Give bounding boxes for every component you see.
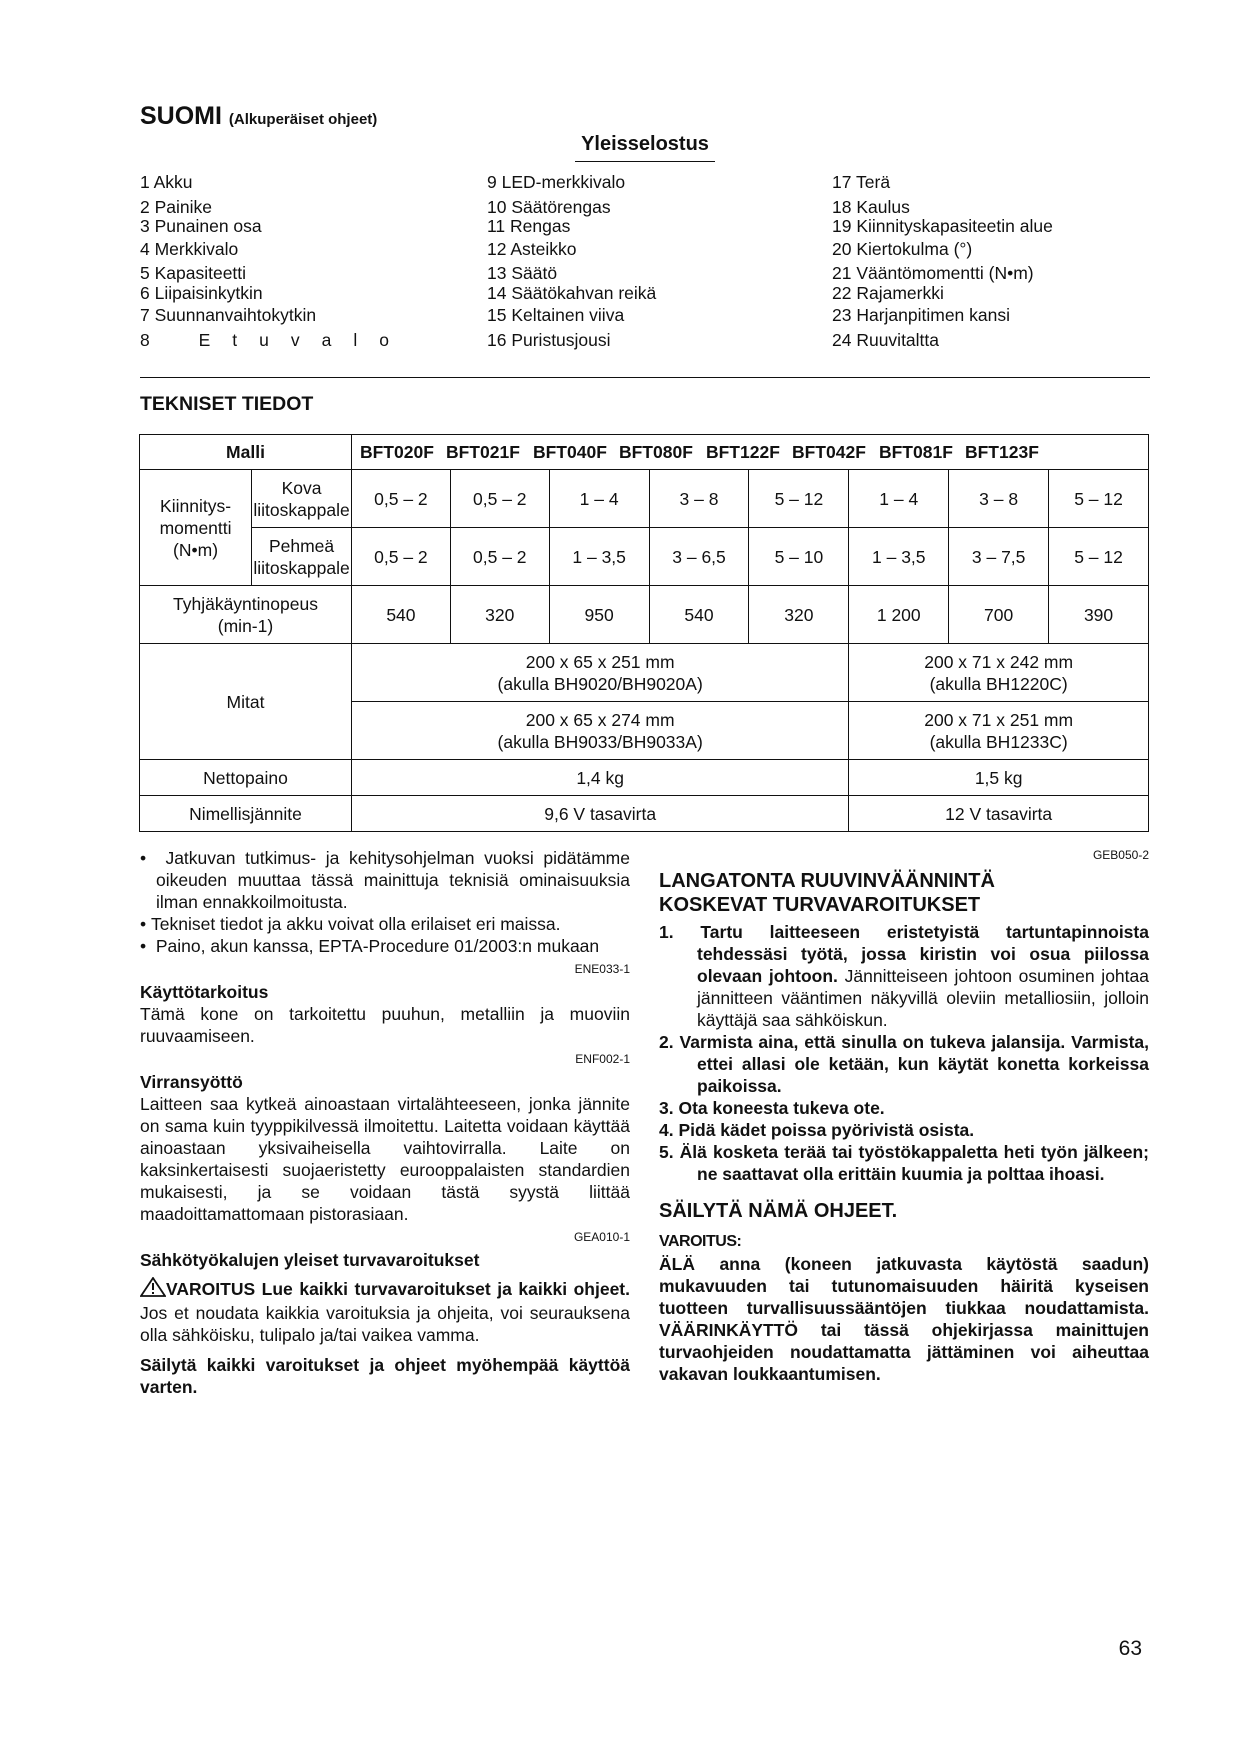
list-item: 15 Keltainen viiva bbox=[487, 305, 625, 325]
table-cell: 1 – 4 bbox=[849, 470, 949, 528]
table-cell: 0,5 – 2 bbox=[450, 528, 549, 586]
list-item: 1 Akku bbox=[140, 172, 193, 192]
cordless-safety-title: LANGATONTA RUUVINVÄÄNNINTÄ KOSKEVAT TURVAVAROITUKSET bbox=[659, 870, 995, 916]
table-cell: BFT021F bbox=[445, 442, 520, 462]
list-item: 2 Painike bbox=[140, 197, 212, 217]
table-cell: 700 bbox=[949, 586, 1049, 644]
table-cell: 0,5 – 2 bbox=[351, 470, 450, 528]
warning-triangle-icon bbox=[140, 1277, 166, 1302]
bullet-text: Paino, akun kanssa, EPTA-Procedure 01/2003:n mukaan bbox=[155, 936, 600, 956]
item-number: 5. bbox=[659, 1142, 674, 1162]
item-text: Jännitteiseen johtoon osuminen johtaa jännitteen vääntimen näkyvillä oleviin metalliosiin, jolloin käyttäjä saa sähköiskun. bbox=[697, 966, 1149, 1030]
table-cell bbox=[351, 644, 848, 702]
list-item bbox=[659, 1141, 1149, 1185]
list-item: 17 Terä bbox=[832, 172, 891, 192]
table-cell: BFT081F bbox=[878, 442, 953, 462]
table-cell: BFT122F bbox=[705, 442, 780, 462]
doc-code: ENF002-1 bbox=[575, 1052, 630, 1066]
item-bold: Älä kosketa terää tai työstökappaletta heti työn jälkeen; ne saattavat olla erittäin kuumia ja polttaa ihoasi. bbox=[679, 1142, 1149, 1184]
dimension-value: 200 x 71 x 251 mm bbox=[924, 709, 1074, 730]
right-column bbox=[659, 847, 1149, 1385]
list-item bbox=[659, 1119, 1149, 1141]
model-header bbox=[351, 435, 1148, 470]
item-bold: Varmista aina, että sinulla on tukeva jalansija. Varmista, ettei allasi ole ketään, kun käytät konetta korkeissa paikoissa. bbox=[679, 1032, 1149, 1096]
table-cell: BFT040F bbox=[532, 442, 607, 462]
soft-joint-label: Pehmeä liitoskappale bbox=[252, 528, 352, 586]
item-number: 4. bbox=[659, 1120, 674, 1140]
language-heading bbox=[140, 102, 377, 131]
list-item: 8 Etuvalo bbox=[140, 330, 411, 350]
list-item bbox=[659, 1031, 1149, 1097]
voltage-label: Nimellisjännite bbox=[140, 796, 352, 832]
table-cell: 0,5 – 2 bbox=[351, 528, 450, 586]
language-note: (Alkuperäiset ohjeet) bbox=[228, 111, 378, 128]
list-item: 4 Merkkivalo bbox=[140, 239, 239, 259]
table-cell: 9,6 V tasavirta bbox=[351, 796, 848, 832]
language-title: SUOMI bbox=[140, 102, 222, 130]
divider bbox=[140, 377, 1150, 378]
list-item: 14 Säätökahvan reikä bbox=[487, 283, 657, 303]
table-cell: 540 bbox=[351, 586, 450, 644]
dimension-value: 200 x 71 x 242 mm bbox=[924, 651, 1074, 672]
dimension-value: 200 x 65 x 274 mm bbox=[525, 709, 675, 730]
bullet-text: Jatkuvan tutkimus- ja kehitysohjelman vuoksi pidätämme oikeuden muuttaa tässä mainittuja teknisiä ominaisuuksia ilman ennakkoilmoitusta. bbox=[156, 848, 630, 912]
table-cell: 12 V tasavirta bbox=[849, 796, 1149, 832]
list-item: 3 Punainen osa bbox=[140, 216, 262, 236]
table-cell: 1 – 3,5 bbox=[549, 528, 649, 586]
left-column bbox=[140, 847, 630, 1398]
dimension-note: (akulla BH9020/BH9020A) bbox=[497, 673, 703, 694]
table-cell: BFT080F bbox=[618, 442, 693, 462]
use-text: Tämä kone on tarkoitettu puuhun, metalliin ja muoviin ruuvaamiseen. bbox=[140, 1004, 630, 1046]
weight-label: Nettopaino bbox=[140, 760, 352, 796]
table-cell: 950 bbox=[549, 586, 649, 644]
item-number: 3. bbox=[659, 1098, 674, 1118]
list-item: • Jatkuvan tutkimus- ja kehitysohjelman vuoksi pidätämme oikeuden muuttaa tässä mainittuja teknisiä ominaisuuksia ilman ennakkoilmoitusta. bbox=[140, 848, 630, 912]
table-cell bbox=[849, 702, 1149, 760]
table-cell: 3 – 8 bbox=[649, 470, 749, 528]
table-cell: 5 – 12 bbox=[1049, 528, 1149, 586]
table-cell: 0,5 – 2 bbox=[450, 470, 549, 528]
table-cell: 1 – 4 bbox=[549, 470, 649, 528]
warning-paragraph bbox=[140, 1277, 630, 1346]
warning-text: Jos et noudata kaikkia varoituksia ja ohjeita, voi seurauksena olla sähköisku, tulipalo ja/tai vaikea vamma. bbox=[140, 1303, 630, 1345]
list-item: 20 Kiertokulma (°) bbox=[832, 239, 973, 259]
table-cell: 3 – 8 bbox=[949, 470, 1049, 528]
table-cell: 390 bbox=[1049, 586, 1149, 644]
item-number: 2. bbox=[659, 1032, 674, 1052]
list-item: 9 LED-merkkivalo bbox=[487, 172, 626, 192]
list-item: 18 Kaulus bbox=[832, 197, 910, 217]
speed-label-text: Tyhjäkäyntinopeus bbox=[173, 593, 318, 614]
list-item bbox=[659, 921, 1149, 1031]
list-item: 19 Kiinnityskapasiteetin alue bbox=[832, 216, 1053, 236]
doc-code: ENE033-1 bbox=[574, 962, 630, 976]
dimensions-label: Mitat bbox=[140, 644, 352, 760]
torque-label: Kiinnitys-momentti (N•m) bbox=[140, 470, 252, 586]
list-item: • Tekniset tiedot ja akku voivat olla erilaiset eri maissa. bbox=[140, 914, 561, 934]
list-item: 7 Suunnanvaihtokytkin bbox=[140, 305, 317, 325]
doc-code: GEB050-2 bbox=[1092, 848, 1149, 862]
keep-instructions: Säilytä kaikki varoitukset ja ohjeet myöhempää käyttöä varten. bbox=[140, 1355, 630, 1397]
warning-bold: VAROITUS Lue kaikki turvavaroitukset ja kaikki ohjeet. bbox=[166, 1279, 630, 1299]
table-cell: 5 – 12 bbox=[749, 470, 849, 528]
doc-code: GEA010-1 bbox=[573, 1230, 630, 1244]
speed-label bbox=[140, 586, 352, 644]
list-item: 22 Rajamerkki bbox=[832, 283, 944, 303]
table-cell: 3 – 7,5 bbox=[949, 528, 1049, 586]
list-item: 21 Vääntömomentti (N•m) bbox=[832, 263, 1034, 283]
dimension-note: (akulla BH1233C) bbox=[929, 731, 1068, 752]
item-bold: Ota koneesta tukeva ote. bbox=[678, 1098, 885, 1118]
table-cell: 1 200 bbox=[849, 586, 949, 644]
speed-unit: (min-1) bbox=[217, 615, 274, 636]
save-instructions-title: SÄILYTÄ NÄMÄ OHJEET. bbox=[659, 1200, 898, 1222]
list-item: 12 Asteikko bbox=[487, 239, 577, 259]
dimension-note: (akulla BH9033/BH9033A) bbox=[497, 731, 703, 752]
list-item bbox=[659, 1097, 1149, 1119]
list-item: 6 Liipaisinkytkin bbox=[140, 283, 263, 303]
table-cell: 5 – 12 bbox=[1049, 470, 1149, 528]
specs-table bbox=[139, 434, 1149, 832]
dimension-note: (akulla BH1220C) bbox=[929, 673, 1068, 694]
hard-joint-label: Kova liitoskappale bbox=[252, 470, 352, 528]
bullet-text: Tekniset tiedot ja akku voivat olla erilaiset eri maissa. bbox=[151, 914, 561, 934]
specs-title: TEKNISET TIEDOT bbox=[140, 393, 314, 415]
list-item: 11 Rengas bbox=[487, 216, 571, 236]
list-item: 10 Säätörengas bbox=[487, 197, 611, 217]
list-item: 24 Ruuvitaltta bbox=[832, 330, 940, 350]
list-item: 13 Säätö bbox=[487, 263, 558, 283]
table-cell: 320 bbox=[450, 586, 549, 644]
item-bold: Pidä kädet poissa pyörivistä osista. bbox=[678, 1120, 975, 1140]
dimension-value: 200 x 65 x 251 mm bbox=[525, 651, 675, 672]
table-cell: 540 bbox=[649, 586, 749, 644]
list-item: 5 Kapasiteetti bbox=[140, 263, 247, 283]
list-item: 23 Harjanpitimen kansi bbox=[832, 305, 1011, 325]
item-number: 1. bbox=[659, 922, 674, 942]
table-cell: 1 – 3,5 bbox=[849, 528, 949, 586]
warning-text: ÄLÄ anna (koneen jatkuvasta käytöstä saadun) mukavuuden tai tutunomaisuuden häiritä kyseisen tuotteen turvallisuussääntöjen tiukkaa noudattamista. VÄÄRINKÄYTTÖ tai tässä ohjekirjassa mainittujen turvaohjeiden noudattamatta jättäminen voi aiheuttaa vakavan loukkaantumisen. bbox=[659, 1254, 1149, 1384]
table-cell: 320 bbox=[749, 586, 849, 644]
power-text: Laitteen saa kytkeä ainoastaan virtalähteeseen, jonka jännite on sama kuin tyyppikilvessä ilmoitettu. Laitetta voidaan käyttää ainoastaan yksivaiheisella vaihtovirralla. Laite on kaksinkertaisesti suojaeristetty eurooppalaisten standardien mukaisesti, ja se voidaan tästä syystä liittää maadoittamattomaan pistorasiaan. bbox=[140, 1094, 630, 1224]
table-cell bbox=[849, 644, 1149, 702]
item-bold: Tartu laitteeseen eristetyistä tartuntapinnoista tehdessäsi työtä, jossa kiristin voi osua piilossa olevaan johtoon. bbox=[697, 922, 1149, 986]
list-item: 16 Puristusjousi bbox=[487, 330, 611, 350]
table-cell: 3 – 6,5 bbox=[649, 528, 749, 586]
table-cell: BFT123F bbox=[964, 442, 1039, 462]
model-label: Malli bbox=[140, 435, 352, 470]
page-number: 63 bbox=[1118, 1637, 1142, 1660]
table-cell: 1,4 kg bbox=[351, 760, 848, 796]
table-cell: 5 – 10 bbox=[749, 528, 849, 586]
table-cell: 1,5 kg bbox=[849, 760, 1149, 796]
list-item: • Paino, akun kanssa, EPTA-Procedure 01/2003:n mukaan bbox=[140, 936, 600, 956]
use-title: Käyttötarkoitus bbox=[140, 982, 269, 1002]
warning-label: VAROITUS: bbox=[659, 1233, 742, 1250]
table-cell: BFT020F bbox=[359, 442, 434, 462]
power-title: Virransyöttö bbox=[140, 1072, 243, 1092]
table-cell: BFT042F bbox=[791, 442, 866, 462]
section-title: Yleisselostus bbox=[575, 133, 715, 162]
table-cell bbox=[351, 702, 848, 760]
general-safety-title: Sähkötyökalujen yleiset turvavaroitukset bbox=[140, 1250, 480, 1270]
